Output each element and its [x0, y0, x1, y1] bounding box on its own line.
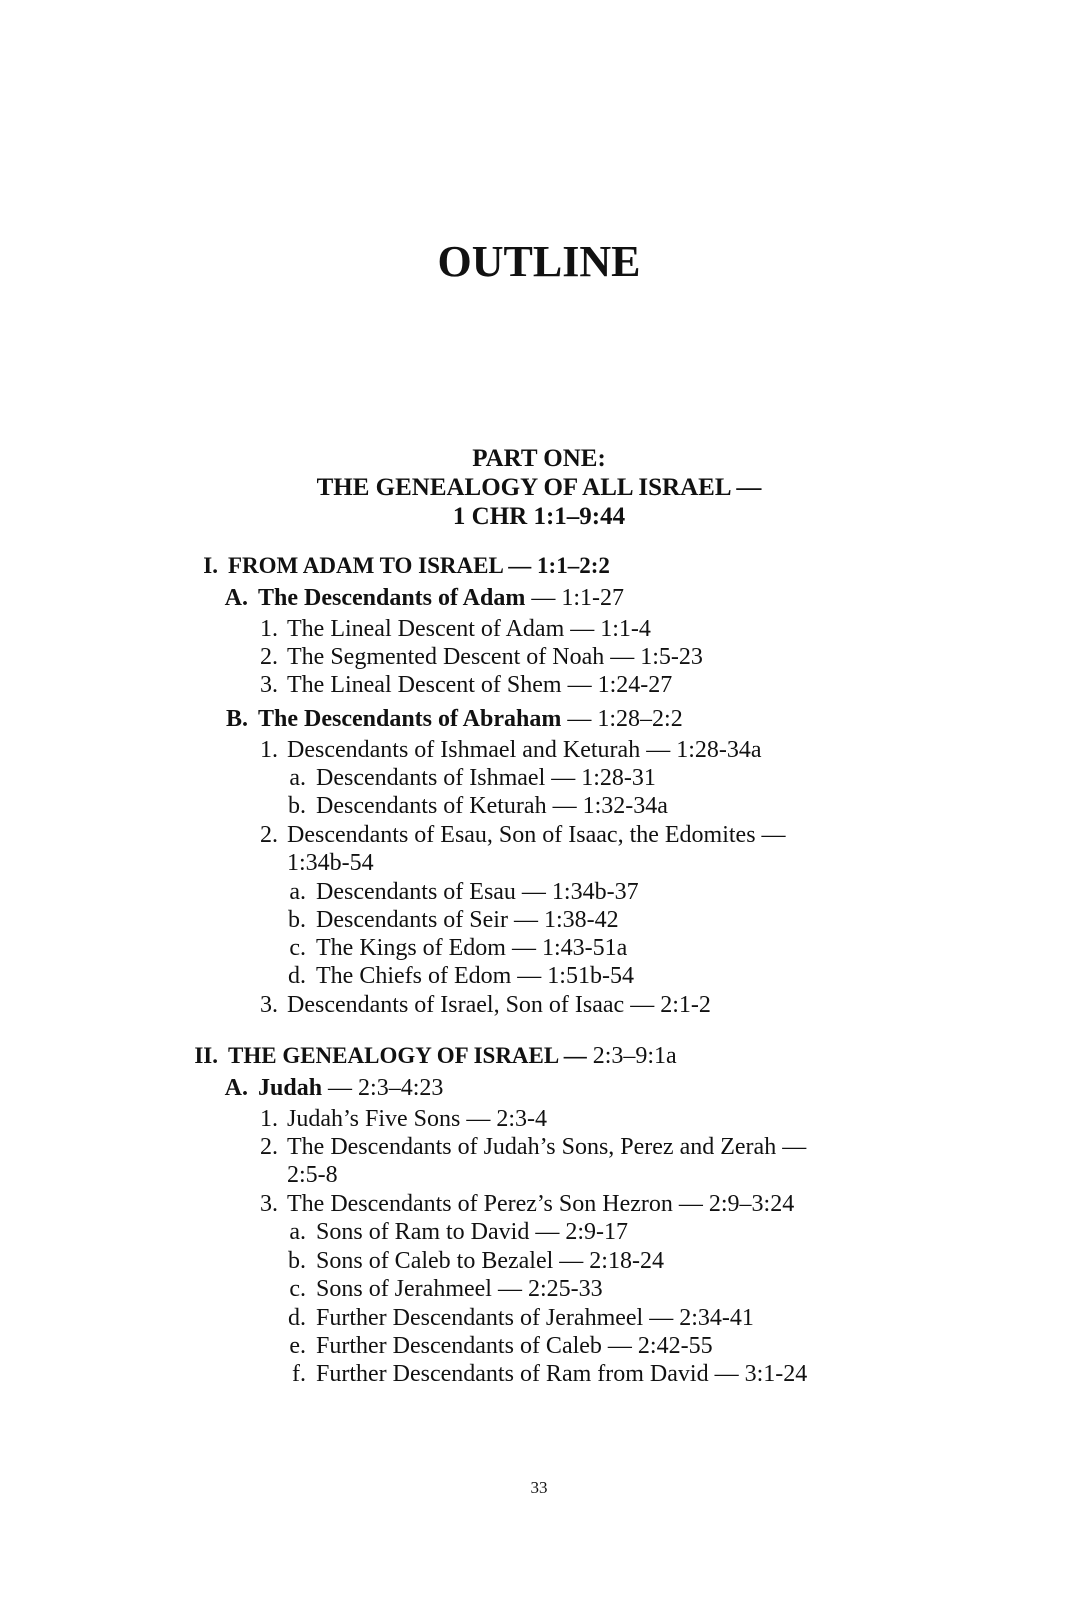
outline-letter: e.	[289, 1333, 306, 1359]
outline-text: Sons of Ram to David — 2:9-17	[316, 1219, 628, 1245]
outline-text: Further Descendants of Caleb — 2:42-55	[316, 1333, 713, 1359]
outline-reference: 2:3–9:1a	[586, 1043, 677, 1069]
part-heading-line-1: PART ONE:	[472, 445, 606, 472]
outline-heading: FROM ADAM TO ISRAEL — 1:1–2:2	[228, 553, 610, 578]
outline-letter: A.	[224, 585, 248, 611]
outline-number: 1.	[260, 1106, 278, 1132]
outline-text: The Segmented Descent of Noah — 1:5-23	[287, 644, 703, 670]
outline-letter: B.	[225, 706, 248, 732]
page-number: 33	[530, 1478, 548, 1497]
outline-number: II.	[194, 1043, 218, 1068]
part-heading-line-2: THE GENEALOGY OF ALL ISRAEL —	[316, 474, 762, 501]
outline-text: 2:5-8	[287, 1162, 338, 1188]
outline-text: The Kings of Edom — 1:43-51a	[316, 935, 628, 961]
outline-letter: b.	[288, 793, 306, 819]
outline-text: Descendants of Israel, Son of Isaac — 2:1-2	[287, 992, 711, 1018]
outline-number: 1.	[260, 616, 278, 642]
outline-text: Further Descendants of Ram from David — 3:1-24	[316, 1361, 808, 1387]
outline-number: 3.	[260, 992, 278, 1018]
outline-letter: f.	[292, 1361, 306, 1387]
outline-letter: d.	[288, 963, 306, 989]
page-title: OUTLINE	[437, 237, 641, 286]
part-heading	[0, 444, 1078, 531]
outline-heading: Judah	[258, 1075, 323, 1101]
outline-letter: a.	[289, 765, 306, 791]
outline-text: The Lineal Descent of Adam — 1:1-4	[287, 616, 651, 642]
outline-reference: — 2:3–4:23	[322, 1075, 444, 1101]
outline-text: The Descendants of Judah’s Sons, Perez and Zerah —	[287, 1134, 807, 1160]
outline-letter: b.	[288, 907, 306, 933]
outline-text: Descendants of Esau, Son of Isaac, the Edomites —	[287, 822, 786, 848]
outline-text: Descendants of Seir — 1:38-42	[316, 907, 619, 933]
outline-number: 1.	[260, 737, 278, 763]
outline-text: The Chiefs of Edom — 1:51b-54	[316, 963, 634, 989]
outline-letter: c.	[289, 935, 306, 961]
outline-text: Further Descendants of Jerahmeel — 2:34-41	[316, 1305, 754, 1331]
outline-text: The Lineal Descent of Shem — 1:24-27	[287, 672, 673, 698]
outline-heading: The Descendants of Adam	[258, 585, 526, 611]
outline-number: 3.	[260, 672, 278, 698]
outline-letter: a.	[289, 879, 306, 905]
outline-text: Judah’s Five Sons — 2:3-4	[287, 1106, 548, 1132]
outline-number: 2.	[260, 1134, 278, 1160]
outline-reference: — 1:28–2:2	[561, 706, 683, 732]
outline-text: Sons of Caleb to Bezalel — 2:18-24	[316, 1248, 664, 1274]
outline-text: Descendants of Ishmael and Keturah — 1:28-34a	[287, 737, 762, 763]
part-heading-line-3: 1 CHR 1:1–9:44	[452, 503, 626, 530]
outline-number: 2.	[260, 644, 278, 670]
outline-text: 1:34b-54	[287, 850, 374, 876]
outline-text: Descendants of Ishmael — 1:28-31	[316, 765, 656, 791]
outline-text: Descendants of Esau — 1:34b-37	[316, 879, 639, 905]
outline-letter: d.	[288, 1305, 306, 1331]
outline-heading: THE GENEALOGY OF ISRAEL —	[228, 1043, 587, 1068]
outline-reference: — 1:1-27	[525, 585, 625, 611]
outline-number: I.	[203, 553, 218, 578]
outline-letter: a.	[289, 1219, 306, 1245]
outline-text: Sons of Jerahmeel — 2:25-33	[316, 1276, 603, 1302]
outline-number: 3.	[260, 1191, 278, 1217]
outline-letter: A.	[224, 1075, 248, 1101]
outline-letter: c.	[289, 1276, 306, 1302]
outline-heading: The Descendants of Abraham	[258, 706, 562, 732]
outline-letter: b.	[288, 1248, 306, 1274]
outline-number: 2.	[260, 822, 278, 848]
outline-text: Descendants of Keturah — 1:32-34a	[316, 793, 668, 819]
outline-text: The Descendants of Perez’s Son Hezron — 2:9–3:24	[287, 1191, 795, 1217]
